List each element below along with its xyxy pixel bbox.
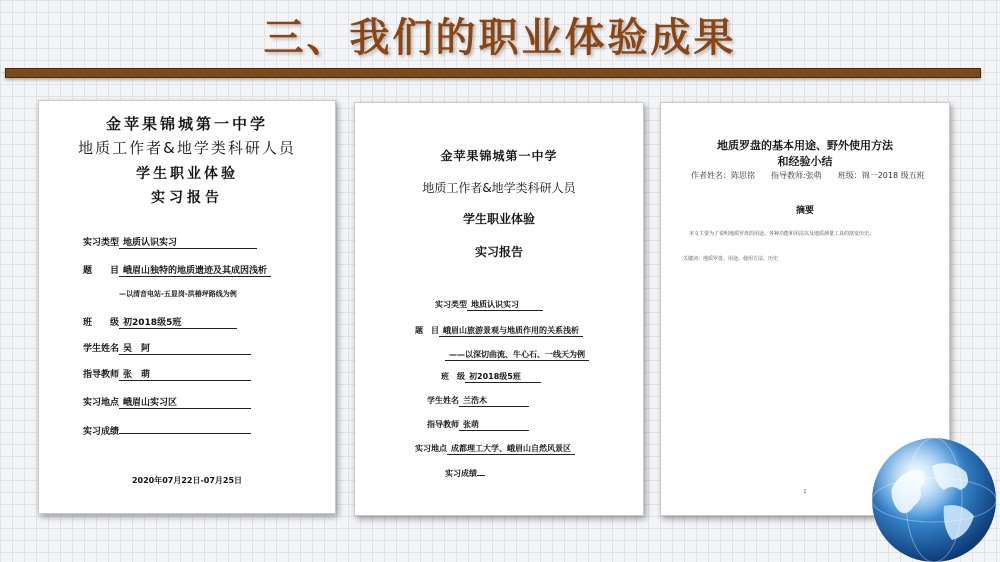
field-topic-subtitle: ——以深切曲流、牛心石、一线天为例 [445,349,589,361]
report-cover-1[interactable] [38,100,336,514]
field-score: 实习成绩 [445,467,485,479]
field-internship-type: 实习类型 地质认识实习 [435,299,543,311]
field-class: 班 级 初2018级5班 [83,315,237,329]
page-number: 1 [803,489,807,495]
field-instructor: 指导教师 张萌 [427,419,529,431]
report-type: 实习报告 [474,245,523,259]
paper-heading-line2: 和经验小结 [777,155,833,168]
slide-title: 三、我们的职业体验成果 [263,15,737,61]
report-subtitle: 地质工作者&地学类科研人员 [78,139,296,157]
abstract-text: 本文主要为了说明地质罗盘的用途、各种功能和用法以及地质测量工具的演变历史。 [689,231,875,237]
field-location: 实习地点 峨眉山实习区 [83,395,251,409]
report-date: 2020年07月22日-07月25日 [131,476,243,485]
globe-icon [862,428,996,562]
field-student-name: 学生姓名 吴 阿 [83,341,251,355]
field-student-name: 学生姓名 兰浩木 [427,395,529,407]
field-internship-type: 实习类型 地质认识实习 [83,235,257,249]
paper-heading: 地质罗盘的基本用途、野外使用方法 [717,139,893,152]
school-name: 金苹果锦城第一中学 [105,115,268,133]
report-title: 学生职业体验 [462,212,535,226]
report-cover-2[interactable] [354,102,644,516]
report-type: 实习报告 [151,190,223,206]
field-topic-subtitle: —以清音电站-五显岗-洪椿坪路线为例 [119,290,237,298]
field-topic: 题 目 峨眉山旅游景观与地质作用的关系浅析 [415,325,583,337]
field-topic: 题 目 峨眉山独特的地质遗迹及其成因浅析 [83,263,271,277]
field-instructor: 指导教师 张 萌 [83,367,251,381]
field-location: 实习地点 成都理工大学、峨眉山自然风景区 [415,443,575,455]
field-score: 实习成绩 [83,423,251,437]
keywords: 关键词：地质罗盘、用途、使用方法、历史 [683,256,779,262]
paper-author-info: 作者姓名：陈思铭 指导教师:张萌 班级：锦一2018 级五班 [691,171,925,180]
field-class: 班 级 初2018级5班 [441,371,541,383]
abstract-title: 摘要 [795,206,814,216]
school-name: 金苹果锦城第一中学 [440,149,558,163]
title-underline-bar [5,68,981,78]
report-title: 学生职业体验 [136,166,238,182]
report-subtitle: 地质工作者&地学类科研人员 [422,181,576,195]
